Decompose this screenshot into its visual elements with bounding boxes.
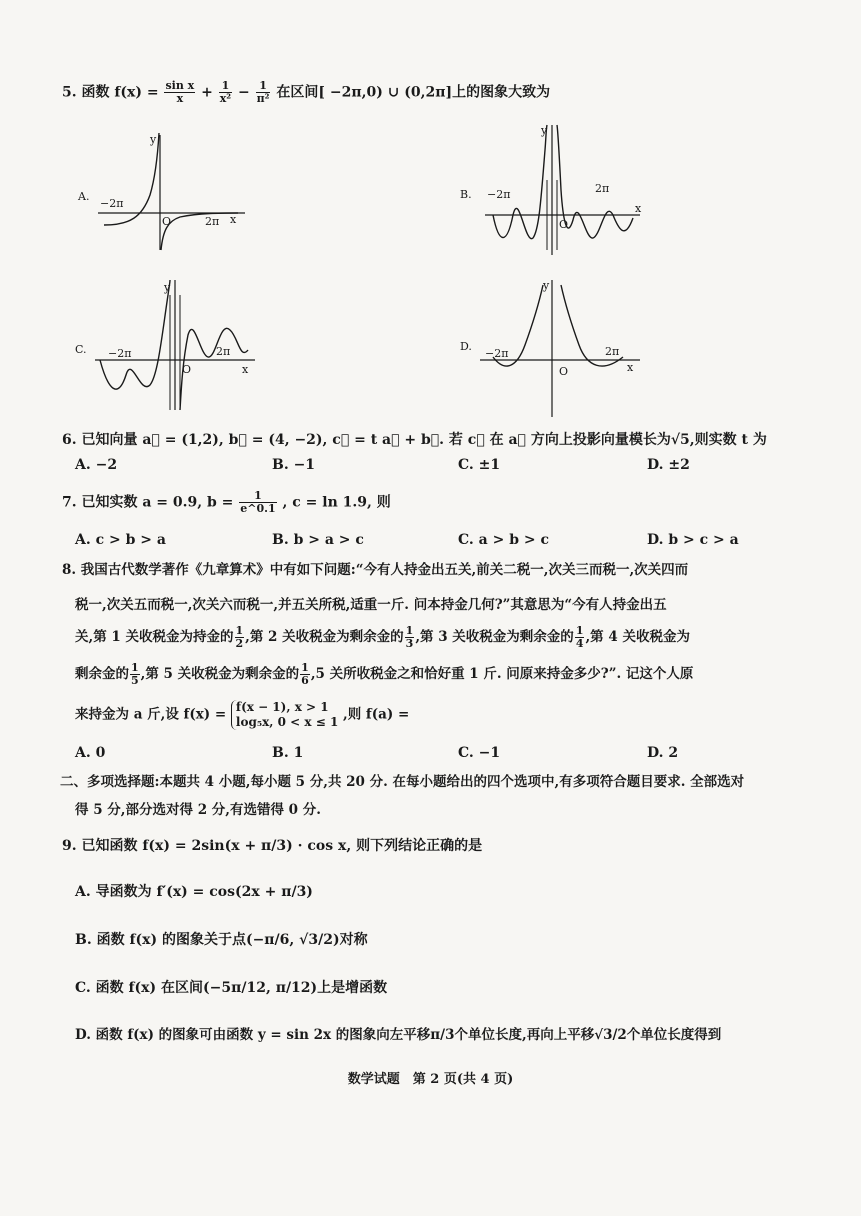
graph-c-y: y: [164, 281, 171, 294]
q8-line-5: 来持金为 a 斤,设 f(x) = f(x − 1), x > 1 log₅x, 0 < x ≤ 1 ,则 f(a) =: [75, 700, 410, 729]
q8-option-c: C. −1: [458, 745, 501, 761]
section-2-scoring: 得 5 分,部分选对得 2 分,有选错得 0 分.: [75, 802, 321, 818]
q6-option-b: B. −1: [272, 457, 316, 473]
q7-option-c: C. a > b > c: [458, 532, 549, 548]
q5-graph-d: [455, 275, 655, 420]
q6-stem: 6. 已知向量 a⃗ = (1,2), b⃗ = (4, −2), c⃗ = t a⃗ + b⃗. 若 c⃗ 在 a⃗ 方向上投影向量模长为√5,则实数 t 为: [62, 432, 767, 448]
graph-c-letter: C.: [75, 343, 87, 356]
q7-option-a: A. c > b > a: [75, 532, 166, 548]
graph-c-neg: −2π: [108, 347, 132, 360]
piecewise-definition: f(x − 1), x > 1 log₅x, 0 < x ≤ 1: [231, 700, 338, 730]
graph-a-letter: A.: [78, 190, 90, 203]
q5-graph-b: [455, 120, 655, 260]
q5-graph-a: [70, 125, 250, 255]
q9-stem: 9. 已知函数 f(x) = 2sin(x + π/3) · cos x, 则下列结论正确的是: [62, 838, 483, 854]
q8-line-4: 剩余金的 $\frac{1}{5}$ ,第 5 关收税金为剩余金的 $\frac{1}{6}$ ,5 关所收税金之和恰好重 1 斤. 问原来持金多少?”. 记这个人原: [75, 661, 694, 687]
graph-d-pos: 2π: [605, 345, 620, 358]
q8-option-b: B. 1: [272, 745, 304, 761]
graph-d-neg: −2π: [485, 347, 509, 360]
graph-b-pos: 2π: [595, 182, 610, 195]
q5-graph-c: [70, 275, 270, 415]
graph-a-pos: 2π: [205, 215, 220, 228]
graph-a-o: O: [162, 215, 172, 228]
q7-option-d: D. b > c > a: [647, 532, 739, 548]
q8-option-d: D. 2: [647, 745, 679, 761]
q6-option-d: D. ±2: [647, 457, 690, 473]
graph-c-x: x: [242, 363, 249, 376]
q6-option-c: C. ±1: [458, 457, 501, 473]
graph-b-neg: −2π: [487, 188, 511, 201]
q8-line-2: 税一,次关五而税一,次关六而税一,并五关所税,适重一斤. 问本持金几何?”其意思为“今有人持金出五: [75, 597, 667, 613]
q7-stem: 7. 已知实数 a = 0.9, b = $\frac{1}{e\^{}0.1}$ , c = ln 1.9, 则: [62, 489, 391, 515]
q9-option-a: A. 导函数为 f′(x) = cos(2x + π/3): [75, 884, 313, 900]
graph-b-y: y: [541, 124, 548, 137]
q8-line-3: 关,第 1 关收税金为持金的 $\frac{1}{2}$ ,第 2 关收税金为剩余金的 $\frac{1}{3}$ ,第 3 关收税金为剩余金的 $\frac{1}{4}$ ,第 4 关收税金为: [75, 624, 690, 650]
graph-b-o: O: [559, 218, 569, 231]
q9-option-b: B. 函数 f(x) 的图象关于点(−π/6, √3/2)对称: [75, 932, 368, 948]
q5-stem: 5. 函数 f(x) = $\frac{\text{sin x}}{x}$ + $\frac{1}{\text{x²}}$ − $\frac{1}{\text{π²}}$ 在区间[ −2π,0) ∪ (0,2π]上的图象大致为: [62, 79, 551, 105]
q9-option-c: C. 函数 f(x) 在区间(−5π/12, π/12)上是增函数: [75, 980, 388, 996]
graph-d-o: O: [559, 365, 569, 378]
graph-a-y: y: [150, 133, 157, 146]
q8-option-a: A. 0: [75, 745, 106, 761]
graph-a-neg: −2π: [100, 197, 124, 210]
graph-b-letter: B.: [460, 188, 472, 201]
q8-line-1: 8. 我国古代数学著作《九章算术》中有如下问题:“今有人持金出五关,前关二税一,次关三而税一,次关四而: [62, 562, 689, 578]
graph-a-x: x: [230, 213, 237, 226]
graph-c-pos: 2π: [216, 345, 231, 358]
graph-c-o: O: [182, 363, 192, 376]
q7-option-b: B. b > a > c: [272, 532, 364, 548]
page-footer: 数学试题 第 2 页(共 4 页): [347, 1072, 514, 1087]
graph-d-y: y: [543, 279, 550, 292]
section-2-heading: 二、多项选择题:本题共 4 小题,每小题 5 分,共 20 分. 在每小题给出的四个选项中,有多项符合题目要求. 全部选对: [60, 774, 745, 790]
graph-d-letter: D.: [460, 340, 472, 353]
graph-d-x: x: [627, 361, 634, 374]
q6-option-a: A. −2: [75, 457, 118, 473]
q9-option-d: D. 函数 f(x) 的图象可由函数 y = sin 2x 的图象向左平移π/3个单位长度,再向上平移√3/2个单位长度得到: [75, 1027, 722, 1043]
graph-b-x: x: [635, 202, 642, 215]
